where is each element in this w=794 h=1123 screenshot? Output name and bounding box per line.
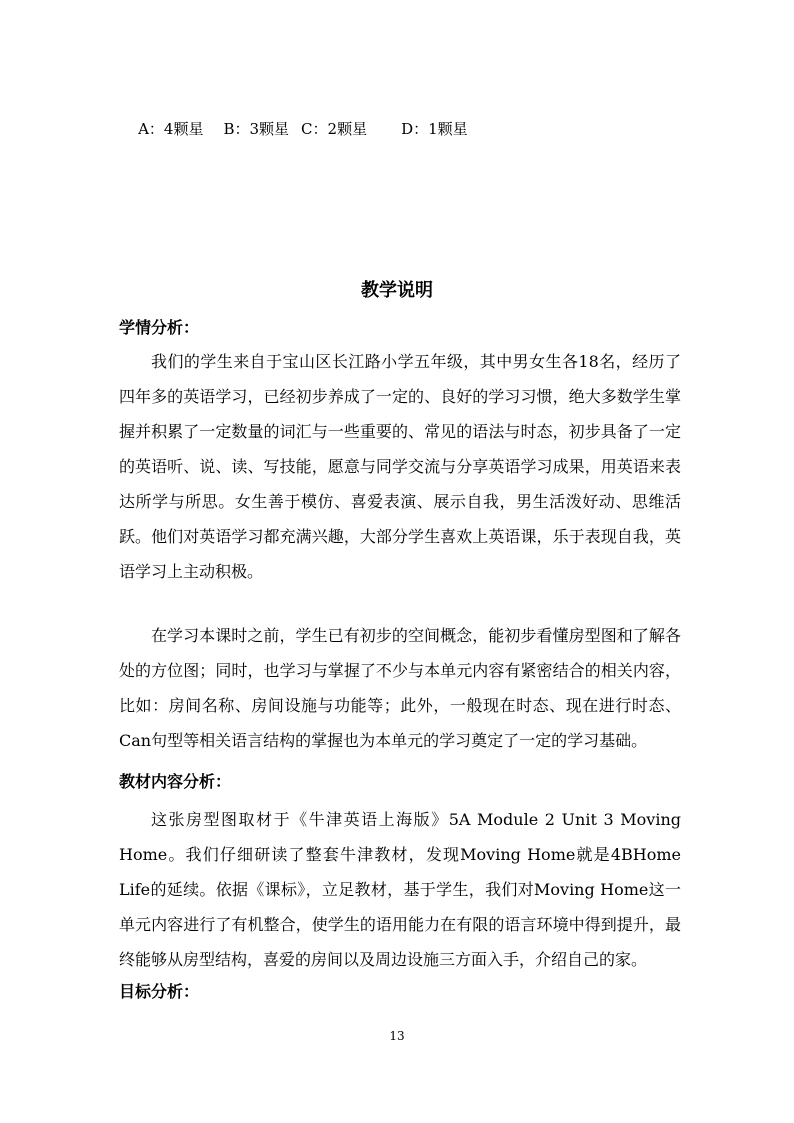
quiz-option-a: A：4颗星 xyxy=(138,120,204,138)
material-analysis-paragraph: 这张房型图取材于《牛津英语上海版》5A Module 2 Unit 3 Moving Home。我们仔细研读了整套牛津教材，发现Moving Home就是4BHome Life的延续。依据《课标》，立足教材，基于学生，我们对Moving Home这一单元内容进行了有机整合，使学生的语用能力在有限的语言环境中得到提升，最终能够从房型结构，喜爱的房间以及周边设施三方面入手，介绍自己的家。 xyxy=(119,810,681,969)
student-analysis-paragraph-1: 我们的学生来自于宝山区长江路小学五年级，其中男女生各18名，经历了四年多的英语学习，已经初步养成了一定的、良好的学习习惯，绝大多数学生掌握并积累了一定数量的词汇与一些重要的、常见的语法与时态，初步具备了一定的英语听、说、读、写技能，愿意与同学交流与分享英语学习成果，用英语来表达所学与所思。女生善于模仿、喜爱表演、展示自我，男生活泼好动、思维活跃。他们对英语学习都充满兴趣，大部分学生喜欢上英语课，乐于表现自我，英语学习上主动积极。 xyxy=(119,352,681,581)
quiz-options xyxy=(119,96,468,162)
material-analysis-heading: 教材内容分析： xyxy=(119,772,232,791)
section-title: 教学说明 xyxy=(361,280,433,301)
quiz-option-d: D：1颗星 xyxy=(401,120,468,138)
goal-analysis-heading: 目标分析： xyxy=(119,982,200,1001)
page-number: 13 xyxy=(389,1029,405,1043)
student-analysis-heading: 学情分析： xyxy=(119,318,200,337)
quiz-option-c: C：2颗星 xyxy=(301,120,368,138)
quiz-option-b: B：3颗星 xyxy=(223,120,290,138)
student-analysis-paragraph-2: 在学习本课时之前，学生已有初步的空间概念，能初步看懂房型图和了解各处的方位图；同时，也学习与掌握了不少与本单元内容有紧密结合的相关内容，比如：房间名称、房间设施与功能等；此外，一般现在时态、现在进行时态、Can句型等相关语言结构的掌握也为本单元的学习奠定了一定的学习基础。 xyxy=(119,626,681,750)
